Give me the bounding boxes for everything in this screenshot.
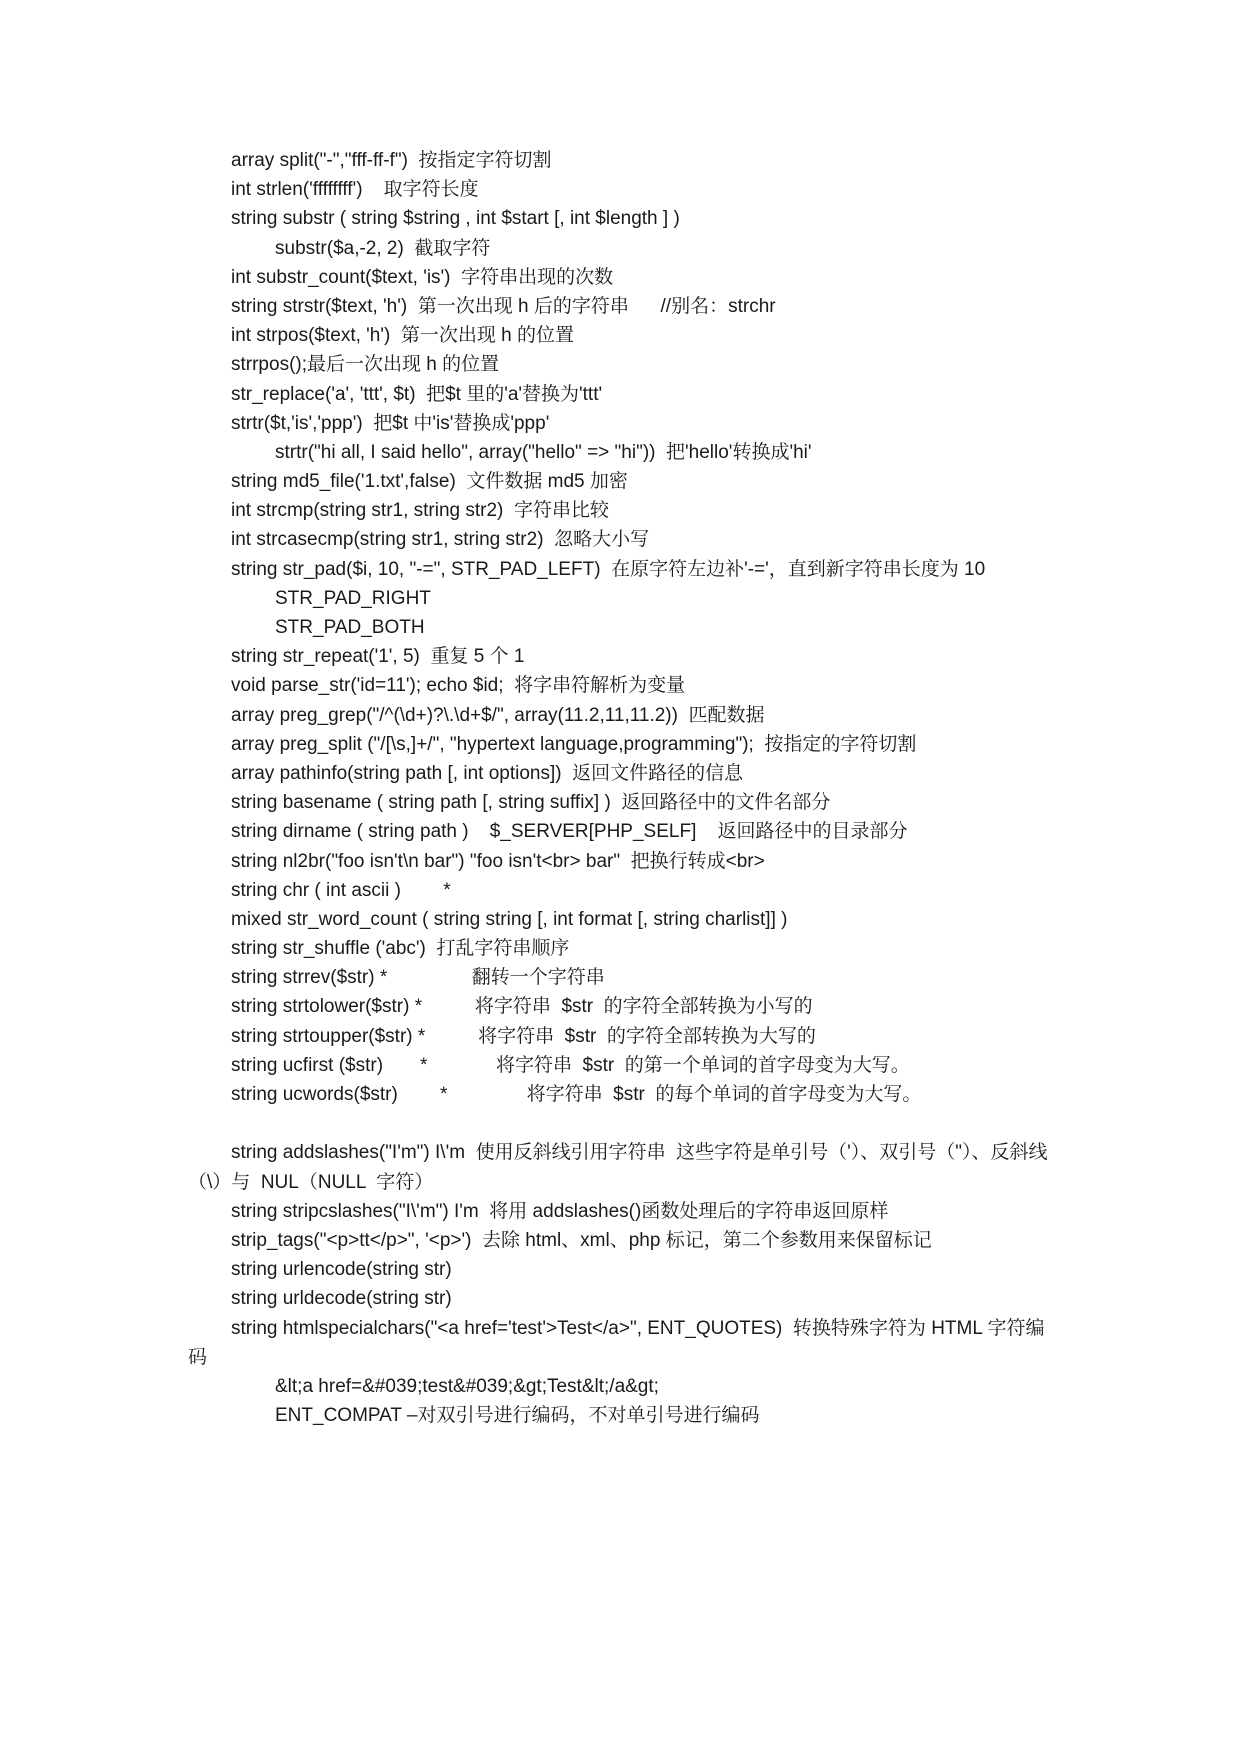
text-line-ent-compat: ENT_COMPAT –对双引号进行编码，不对单引号进行编码 [275, 1405, 760, 1427]
text-line-ucwords: string ucwords($str) * 将字符串 $str 的每个单词的首字母变为大写。 [231, 1084, 922, 1105]
text-line-strtr-example: strtr("hi all, I said hello", array("hello" => "hi")) 把'hello'转换成'hi' [275, 441, 812, 463]
text-line-urldecode: string urldecode(string str) [231, 1288, 452, 1310]
text-paragraph-addslashes: string addslashes("I'm") I\'m 使用反斜线引用字符串 这些字符是单引号（'）、双引号（"）、反斜线（\）与 NUL（NULL 字符） [188, 1142, 1048, 1193]
blank-line [0, 1109, 1241, 1138]
text-line-html-entities-example: &lt;a href=&#039;test&#039;&gt;Test&lt;/a&gt; [275, 1375, 659, 1397]
text-line-strpos: int strpos($text, 'h') 第一次出现 h 的位置 [231, 325, 574, 347]
text-line-str-word-count: mixed str_word_count ( string string [, int format [, string charlist]] ) [231, 908, 788, 930]
text-line-strcasecmp: int strcasecmp(string str1, string str2) 忽略大小写 [231, 529, 650, 551]
text-paragraph-htmlspecialchars: string htmlspecialchars("<a href='test'>Test</a>", ENT_QUOTES) 转换特殊字符为 HTML 字符编码 [188, 1317, 1045, 1368]
text-line-strrev: string strrev($str) * 翻转一个字符串 [231, 967, 605, 989]
text-line-substr-example: substr($a,-2, 2) 截取字符 [275, 237, 491, 259]
text-line-strip-tags: strip_tags("<p>tt</p>", '<p>') 去除 html、xml、php 标记，第二个参数用来保留标记 [231, 1229, 932, 1251]
text-line-stripcslashes: string stripcslashes("I\'m") I'm 将用 addslashes()函数处理后的字符串返回原样 [231, 1200, 889, 1222]
text-line-strcmp: int strcmp(string str1, string str2) 字符串比较 [231, 500, 609, 522]
text-line-substr-count: int substr_count($text, 'is') 字符串出现的次数 [231, 266, 614, 288]
text-line-urlencode: string urlencode(string str) [231, 1259, 452, 1281]
text-line-basename: string basename ( string path [, string suffix] ) 返回路径中的文件名部分 [231, 792, 831, 814]
text-line-strstr: string strstr($text, 'h') 第一次出现 h 后的字符串 //别名：strchr [231, 295, 776, 317]
text-line-str-pad: string str_pad($i, 10, "-=", STR_PAD_LEFT) 在原字符左边补'-='，直到新字符串长度为 10 [231, 558, 986, 580]
text-line-pathinfo: array pathinfo(string path [, int options]) 返回文件路径的信息 [231, 762, 744, 784]
text-line-md5-file: string md5_file('1.txt',false) 文件数据 md5 加密 [231, 471, 628, 493]
text-line-chr: string chr ( int ascii ) * [231, 879, 451, 901]
text-line-strtr: strtr($t,'is','ppp') 把$t 中'is'替换成'ppp' [231, 412, 550, 434]
text-line-str-pad-both: STR_PAD_BOTH [275, 617, 425, 638]
text-line-substr: string substr ( string $string , int $start [, int $length ] ) [231, 208, 680, 230]
text-line-strlen: int strlen('ffffffff') 取字符长度 [231, 179, 479, 201]
text-line-str-pad-right: STR_PAD_RIGHT [275, 587, 431, 609]
text-line-nl2br: string nl2br("foo isn't\n bar") "foo isn't<br> bar" 把换行转成<br> [231, 850, 765, 872]
text-line-str-replace: str_replace('a', 'ttt', $t) 把$t 里的'a'替换为'ttt' [231, 383, 603, 405]
text-line-strrpos: strrpos();最后一次出现 h 的位置 [231, 354, 500, 376]
text-line-ucfirst: string ucfirst ($str) * 将字符串 $str 的第一个单词的首字母变为大写。 [231, 1054, 910, 1076]
function-list [0, 146, 1241, 1430]
text-line-str-repeat: string str_repeat('1', 5) 重复 5 个 1 [231, 646, 525, 668]
text-line-str-shuffle: string str_shuffle ('abc') 打乱字符串顺序 [231, 938, 570, 960]
text-line-strtolower: string strtolower($str) * 将字符串 $str 的字符全部转换为小写的 [231, 996, 813, 1018]
text-line-split: array split("-","fff-ff-f") 按指定字符切割 [231, 150, 552, 171]
text-line-parse-str: void parse_str('id=11'); echo $id; 将字串符解析为变量 [231, 675, 686, 697]
text-line-strtoupper: string strtoupper($str) * 将字符串 $str 的字符全部转换为大写的 [231, 1025, 816, 1047]
text-line-preg-grep: array preg_grep("/^(\d+)?\.\d+$/", array(11.2,11,11.2)) 匹配数据 [231, 704, 765, 726]
text-line-preg-split: array preg_split ("/[\s,]+/", "hypertext language,programming"); 按指定的字符切割 [231, 733, 917, 755]
text-line-dirname: string dirname ( string path ) $_SERVER[PHP_SELF] 返回路径中的目录部分 [231, 821, 908, 843]
